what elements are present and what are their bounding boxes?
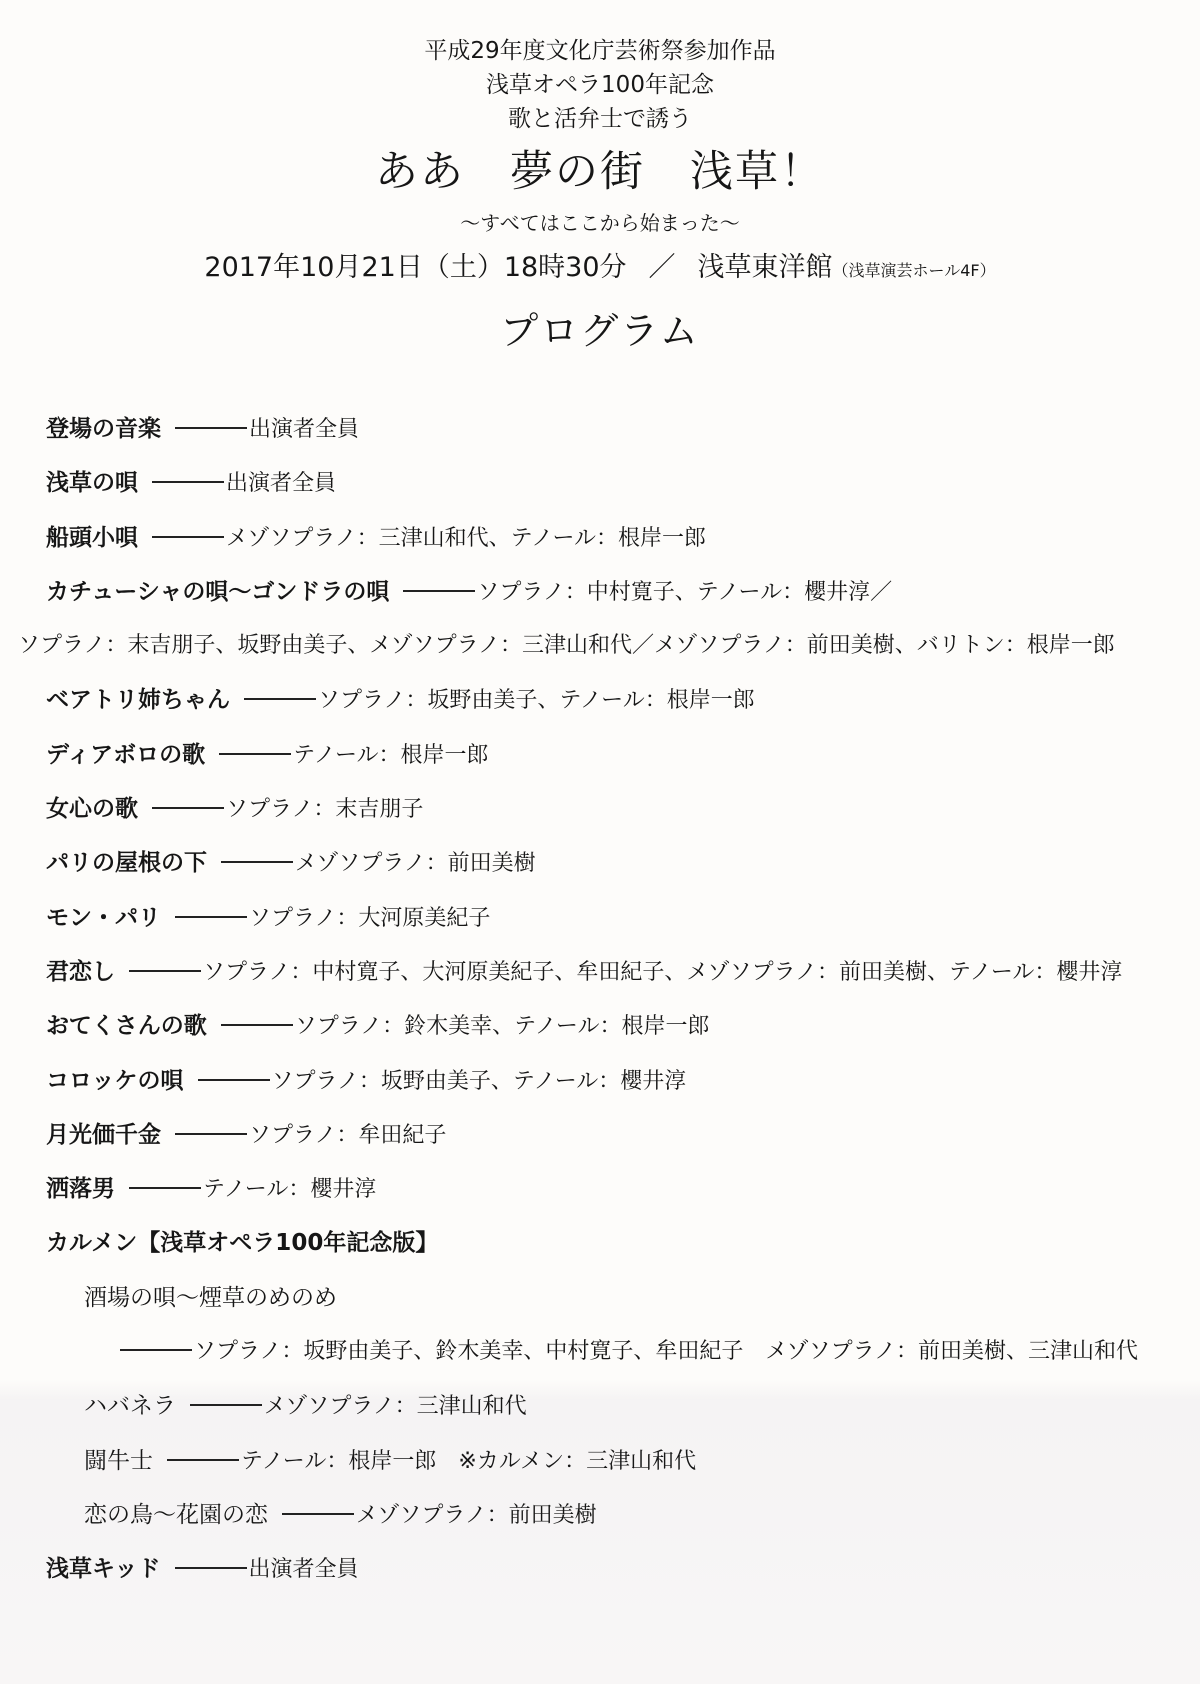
program-item	[0, 402, 1200, 456]
performers: ソプラノ：坂野由美子、テノール：根岸一郎	[318, 688, 755, 714]
song-title: おてくさんの歌	[46, 1013, 207, 1040]
performers: 出演者全員	[248, 1557, 359, 1583]
dash-rule	[403, 590, 475, 592]
anniversary-line: 浅草オペラ100年記念	[486, 72, 714, 98]
dash-rule	[175, 1567, 247, 1569]
song-title: カチューシャの唄～ゴンドラの唄	[46, 578, 390, 605]
song-title: コロッケの唄	[46, 1067, 184, 1094]
event-datetime: 2017年10月21日（土）18時30分	[204, 252, 627, 283]
dash-rule	[244, 698, 316, 700]
program-item	[0, 1542, 1200, 1596]
song-title: 恋の鳥～花園の恋	[84, 1501, 268, 1528]
program-item	[0, 511, 1200, 565]
program-item	[0, 1108, 1200, 1162]
program-item	[0, 1054, 1200, 1108]
song-title: ベアトリ姉ちゃん	[46, 687, 230, 714]
program-list	[0, 402, 1200, 1597]
program-heading: プログラム	[500, 309, 700, 353]
program-item	[0, 891, 1200, 945]
program-item	[0, 1271, 1200, 1325]
date-venue-line	[0, 246, 1200, 293]
song-title: 闘牛士	[84, 1447, 153, 1474]
program-item	[0, 1488, 1200, 1542]
program-item	[0, 456, 1200, 510]
performers: メゾソプラノ：前田美樹	[356, 1502, 597, 1528]
song-title: 酒場の唄～煙草のめのめ	[84, 1284, 337, 1311]
song-title: 浅草の唄	[46, 470, 138, 497]
song-title: パリの屋根の下	[46, 850, 207, 877]
dash-rule	[190, 1404, 262, 1406]
program-item	[0, 836, 1200, 890]
song-title: 洒落男	[46, 1176, 115, 1203]
performers: ソプラノ：中村寛子、テノール：櫻井淳／	[477, 579, 893, 605]
program-item	[0, 728, 1200, 782]
song-title: 女心の歌	[46, 796, 138, 823]
performers-continuation: ソプラノ：末吉朋子、坂野由美子、メゾソプラノ：三津山和代／メゾソプラノ：前田美樹、バリトン：根岸一郎	[18, 633, 1115, 659]
subtitle: ～すべてはここから始まった～	[460, 211, 740, 235]
dash-rule	[120, 1349, 192, 1351]
program-item	[0, 565, 1200, 619]
song-title: カルメン【浅草オペラ100年記念版】	[46, 1230, 439, 1257]
performers: テノール：櫻井淳	[203, 1177, 377, 1203]
performers: メゾソプラノ：三津山和代、テノール：根岸一郎	[226, 525, 707, 551]
dash-rule	[129, 1187, 201, 1189]
song-title: ディアボロの歌	[46, 741, 206, 768]
performers: 出演者全員	[226, 471, 337, 497]
dash-rule	[198, 1079, 270, 1081]
tagline: 歌と活弁士で誘う	[508, 106, 692, 132]
song-title: 月光価千金	[46, 1121, 161, 1148]
dash-rule	[221, 861, 293, 863]
dash-rule	[167, 1459, 239, 1461]
performers: ソプラノ：末吉朋子	[226, 797, 424, 823]
dash-rule	[175, 427, 247, 429]
performers: ソプラノ：牟田紀子	[249, 1122, 447, 1148]
song-title: モン・パリ	[46, 904, 161, 931]
venue-name: 浅草東洋館	[697, 252, 833, 283]
dash-rule	[221, 1024, 293, 1026]
performers: 出演者全員	[249, 417, 360, 442]
program-item	[0, 1379, 1200, 1433]
venue-note: （浅草演芸ホール4F）	[832, 261, 996, 280]
song-title: 船頭小唄	[46, 524, 138, 551]
performers: ソプラノ：大河原美紀子	[249, 905, 491, 931]
performers: ソプラノ：鈴木美幸、テノール：根岸一郎	[294, 1014, 710, 1040]
festival-line: 平成29年度文化庁芸術祭参加作品	[424, 38, 776, 64]
dash-rule	[152, 536, 224, 538]
performers: メゾソプラノ：前田美樹	[295, 851, 536, 877]
program-item	[0, 1216, 1200, 1270]
program-item	[0, 619, 1200, 673]
dash-rule	[175, 916, 247, 918]
program-item	[0, 673, 1200, 727]
song-title: 登場の音楽	[46, 416, 161, 442]
dash-rule	[152, 807, 224, 809]
program-item	[0, 1162, 1200, 1216]
dash-rule	[175, 1133, 247, 1135]
program-item	[0, 782, 1200, 836]
performers: ソプラノ：坂野由美子、鈴木美幸、中村寛子、牟田紀子 メゾソプラノ：前田美樹、三津山和代	[194, 1339, 1139, 1365]
performers: ソプラノ：坂野由美子、テノール：櫻井淳	[271, 1068, 687, 1094]
performers: メゾソプラノ：三津山和代	[264, 1394, 527, 1420]
separator-slash: ／	[648, 252, 676, 283]
performers: テノール：根岸一郎	[293, 742, 489, 768]
song-title: ハバネラ	[84, 1393, 176, 1420]
header	[0, 34, 1200, 359]
performers: テノール：根岸一郎 ※カルメン：三津山和代	[241, 1448, 697, 1474]
song-title: 浅草キッド	[46, 1556, 161, 1583]
program-item	[0, 999, 1200, 1053]
performers: ソプラノ：中村寛子、大河原美紀子、牟田紀子、メゾソプラノ：前田美樹、テノール：櫻井淳	[203, 959, 1123, 985]
dash-rule	[152, 481, 224, 483]
dash-rule	[129, 970, 201, 972]
dash-rule	[219, 753, 291, 755]
song-title: 君恋し	[46, 958, 115, 985]
program-item	[0, 1434, 1200, 1488]
page-title: ああ 夢の街 浅草！	[375, 147, 825, 197]
program-item	[0, 1325, 1200, 1379]
dash-rule	[282, 1513, 354, 1515]
program-item	[0, 945, 1200, 999]
